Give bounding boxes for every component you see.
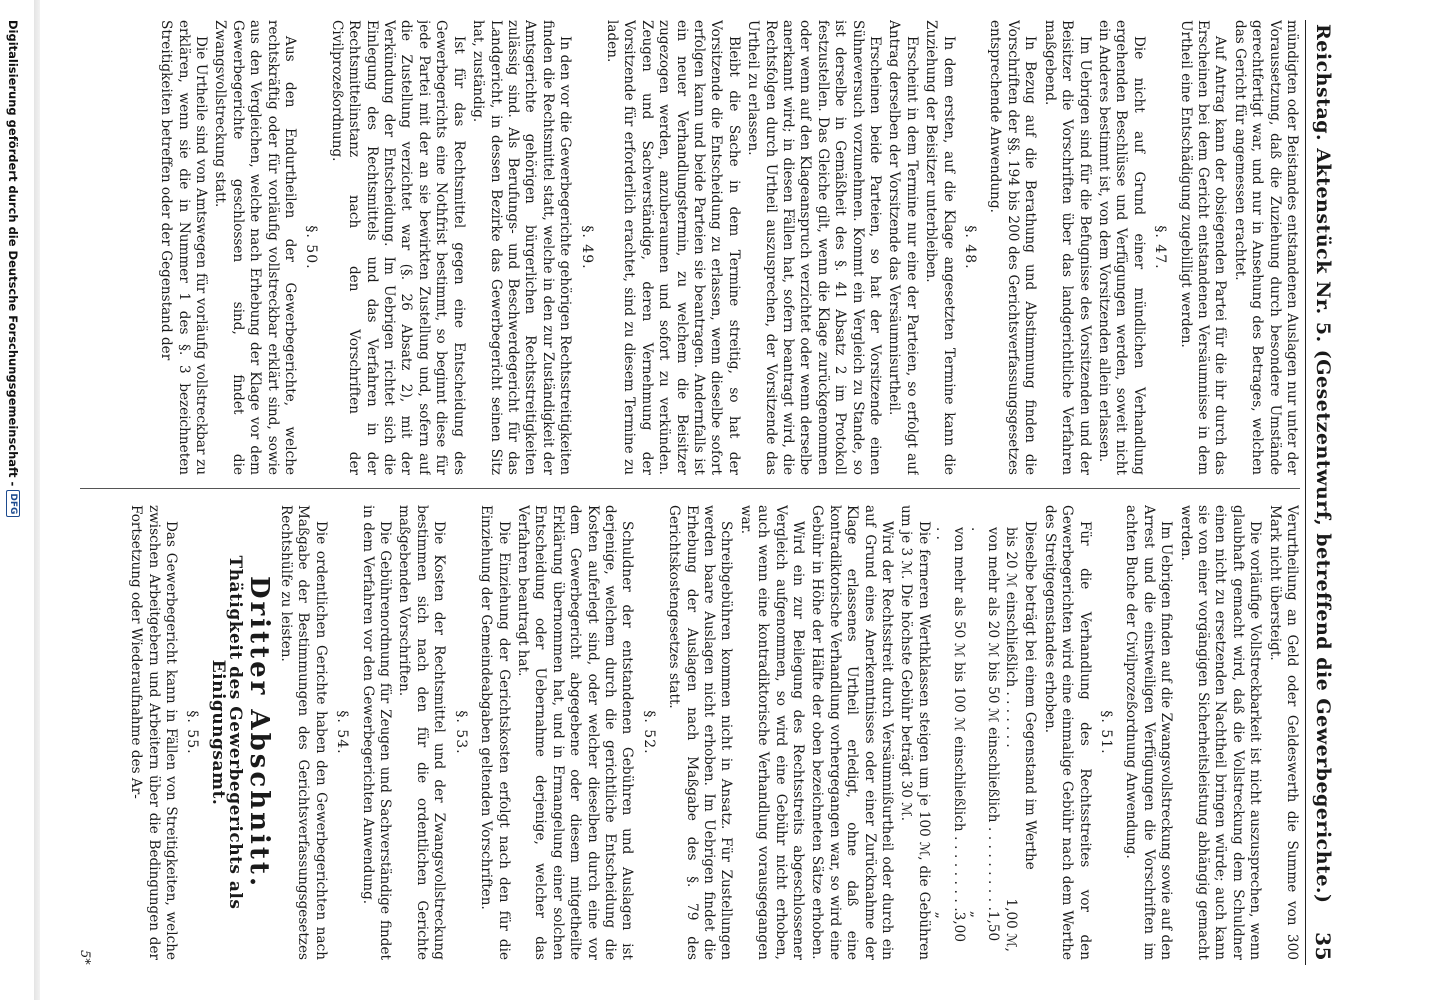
fee-value: 1,50 „	[968, 910, 1002, 942]
section-heading: §. 52.	[640, 710, 657, 755]
section-heading: §. 55.	[184, 710, 201, 755]
paragraph: Auf Antrag kann der obsiegenden Partei für die ihr durch das Erscheinen bei dem Gericht entstandenen Versäumnisse in dem Urtheil eine Entschädigung zugebilligt werden.	[1177, 20, 1229, 475]
paragraph: Die ordentlichen Gerichte haben den Gewerbegerichten nach Maßgabe der Bestimmungen des Gerichtsverfassungsgesetzes Rechtshülfe zu leisten.	[278, 505, 329, 960]
page-header	[1305, 20, 1340, 965]
paragraph: Das Gewerbegericht kann in Fällen von Streitigkeiten, welche zwischen Arbeitgebern und Arbeitern über die Bedingungen der Fortsetzung oder Wiederaufnahme des Ar-	[128, 505, 180, 960]
paragraph: mündigten oder Beistandes entstandenen Auslagen nur unter der Voraussetzung, daß die Zuziehung durch besondere Umstände gerechtfertigt war, und nur in Ansehung des Betrages, welchen das Gericht für angemessen erachtet.	[1231, 20, 1300, 475]
fee-value: 3,00 „	[933, 911, 967, 942]
paragraph: Im Uebrigen sind für die Befugnisse des Vorsitzenden und der Beisitzer die Vorschriften über das landgerichtliche Verfahren maßgebend.	[1041, 20, 1093, 475]
digitization-credit	[4, 20, 22, 980]
column-divider	[80, 488, 1300, 489]
fee-label: von mehr als 50 ℳ bis 100 ℳ einschließlich . . . . . . . . . . .	[933, 527, 967, 912]
right-column	[80, 505, 1300, 960]
section-heading: §. 53.	[452, 710, 469, 755]
paragraph: In Bezug auf die Berathung und Abstimmung finden die Vorschriften der §§. 194 bis 200 des Gerichtsverfassungsgesetzes entsprechende Anwendung.	[987, 20, 1039, 475]
paragraph: Verurtheilung an Geld oder Geldeswerth die Summe von 300 Mark nicht übersteigt.	[1266, 505, 1300, 960]
fee-label: von mehr als 20 ℳ bis 50 ℳ einschließlich . . . . . . . . . . .	[968, 527, 1002, 911]
chapter-title: Dritter Abschnitt.	[243, 575, 274, 889]
paragraph: Die Urtheile sind von Amtswegen für vorläufig vollstreckbar zu erklären, wenn sie die in Nummer 1 des §. 3 bezeichneten Streitigkeiten betreffen oder der Gegenstand der	[158, 20, 210, 475]
page-number: 35	[1311, 932, 1335, 961]
paragraph: Die Einziehung der Gerichtskosten erfolgt nach den für die Einziehung der Gemeindeabgaben geltenden Vorschriften.	[478, 505, 512, 960]
paragraph: Die ferneren Werthklassen steigen um je 100 ℳ, die Gebühren um je 3 ℳ. Die höchste Gebühr beträgt 30 ℳ.	[898, 505, 932, 960]
paragraph: In dem ersten, auf die Klage angesetzten Termine kann die Zuziehung der Beisitzer unterbleiben.	[923, 20, 957, 475]
credit-text: Digitalisierung gefördert durch die Deutsche Forschungsgemeinschaft -	[6, 20, 20, 487]
paragraph: Schreibgebühren kommen nicht in Ansatz. Für Zustellungen werden baare Auslagen nicht erhoben. Im Uebrigen findet die Erhebung der Auslagen nach Maßgabe des §. 79 des Gerichtskostengesetzes statt.	[666, 505, 735, 960]
section-heading: §. 51.	[1097, 710, 1114, 755]
fee-label: bis 20 ℳ einschließlich . . . . . . .	[1002, 527, 1019, 748]
paragraph: In den vor die Gewerbegerichte gehörigen Rechtsstreitigkeiten finden die Rechtsmittel statt, welche in den zur Zuständigkeit der Amtsgerichte gehörigen bürgerlichen Rechtsstreitigkeiten zulässig sind. Als Berufungs- und Beschwerdegericht für das Landgericht, in dessen Bezirke das Gewerbegericht seinen Sitz hat, zuständig.	[470, 20, 574, 475]
paragraph: Erscheinen beide Parteien, so hat der Vorsitzende einen Sühneversuch vorzunehmen. Kommt ein Vergleich zu Stande, so ist derselbe in Gemäßheit des §. 41 Absatz 2 im Protokoll festzustellen. Das Gleiche gilt, wenn die Klage zurückgenommen oder wenn auf den Klageanspruch verzichtet oder wenn derselbe anerkannt wird; in diesen Fällen hat, sofern beantragt wird, die Rechtsfolgen durch Urtheil auszusprechen, der Vorsitzende das Urtheil zu erlassen.	[745, 20, 884, 475]
chapter-subtitle: Thätigkeit des Gewerbegerichts als Einigungsamt.	[207, 555, 246, 910]
section-heading: §. 50.	[303, 225, 320, 270]
dfg-logo-icon: DFG	[6, 490, 20, 517]
paragraph: Im Uebrigen finden auf die Zwangsvollstreckung sowie auf den Arrest und die einstweiligen Verfügungen die Vorschriften im achten Buche der Civilprozeßordnung Anwendung.	[1123, 505, 1175, 960]
scan-edge	[34, 0, 40, 1000]
sheet-signature: 5*	[77, 950, 92, 965]
paragraph: Die nicht auf Grund einer mündlichen Verhandlung ergehenden Beschlüsse und Verfügungen werden, soweit nicht ein Anderes bestimmt ist, von dem Vorsitzenden allein erlassen.	[1095, 20, 1147, 475]
paragraph: Wird ein zur Beilegung des Rechtsstreits abgeschlossener Vergleich aufgenommen, so wird eine Gebühr nicht erhoben, auch wenn eine kontradiktorische Verhandlung vorausgegangen war.	[737, 505, 807, 960]
paragraph: Die vorläufige Vollstreckbarkeit ist nicht auszusprechen, wenn glaubhaft gemacht wird, daß die Vollstreckung dem Schuldner einen nicht zu ersetzenden Nachtheil bringen würde; auch kann sie von einer vorgängigen Sicherheitsleistung abhängig gemacht werden.	[1177, 505, 1264, 960]
fee-row	[1002, 527, 1019, 960]
section-heading: §. 48.	[962, 225, 979, 270]
fee-row	[967, 527, 1002, 960]
fee-value: 1,00 ℳ,	[1002, 898, 1019, 952]
paragraph: Schuldner der entstandenen Gebühren und Auslagen ist derjenige, welchem durch die gerichtliche Entscheidung die Kosten auferlegt sind, oder welcher dieselben durch eine vor dem Gewerbegericht abgegebene oder diesem mitgetheilte Erklärung übernommen hat, und in Ermangelung einer solchen Entscheidung oder Uebernahme derjenige, welcher das Verfahren beantragt hat.	[514, 505, 636, 960]
section-heading: §. 54.	[334, 710, 351, 755]
paragraph: Die Kosten der Rechtsmittel und der Zwangsvollstreckung bestimmen sich nach den für die ordentlichen Gerichte maßgebenden Vorschriften.	[396, 505, 448, 960]
paragraph: Ist für das Rechtsmittel gegen eine Entscheidung des Gewerbegerichts eine Nothfrist bestimmt, so beginnt diese für jede Partei mit der an sie bewirkten Zustellung und, sofern auf die Zustellung verzichtet war (§. 26 Absatz 2), mit der Verkündung der Entscheidung. Im Uebrigen richtet sich die Einlegung des Rechtsmittels und das Verfahren in der Rechtsmittelinstanz nach den Vorschriften der Civilprozeßordnung.	[328, 20, 467, 475]
paragraph: Wird der Rechtsstreit durch Versäumnißurtheil oder durch ein auf Grund eines Anerkenntnisses oder einer Zurücknahme der Klage erlassenes Urtheil erledigt, ohne daß eine kontradiktorische Verhandlung vorhergegangen war, so wird eine Gebühr in Höhe der Hälfte der oben bezeichneten Sätze erhoben.	[809, 505, 896, 960]
left-column	[80, 20, 1300, 475]
paragraph: Aus den Endurtheilen der Gewerbegerichte, welche rechtskräftig oder für vorläufig vollstreckbar erklärt sind, sowie aus den Vergleichen, welche nach Erhebung der Klage vor dem Gewerbegerichte geschlossen sind, findet die Zwangsvollstreckung statt.	[212, 20, 299, 475]
paragraph: Erscheint in dem Termine nur eine der Parteien, so erfolgt auf Antrag derselben der Vorsitzende das Versäumnisurtheil.	[886, 20, 920, 475]
paragraph: Bleibt die Sache in dem Termine streitig, so hat der Vorsitzende die Entscheidung zu erlassen, wenn dieselbe sofort erfolgen kann und beide Parteien sie beantragen. Andernfalls ist ein neuer Verhandlungstermin, zu welchem die Beisitzer zugezogen werden, anzuberaumen und sofort zu verkünden. Zeugen und Sachverständige, deren Vernehmung der Vorsitzende für erforderlich erachtet, sind zu diesem Termine zu laden.	[603, 20, 742, 475]
fee-row	[932, 527, 967, 960]
section-heading: §. 49.	[578, 225, 595, 270]
paragraph: Dieselbe beträgt bei einem Gegenstand im Werthe	[1022, 521, 1039, 870]
section-heading: §. 47.	[1152, 225, 1169, 270]
running-title: Reichstag. Aktenstück Nr. 5. (Gesetzentwurf, betreffend die Gewerbegerichte.)	[1312, 24, 1334, 904]
paragraph: Für die Verhandlung des Rechtsstreites vor den Gewerbegerichten wird eine einmalige Gebühr nach dem Werthe des Streitgegenstandes erhoben.	[1041, 505, 1093, 960]
paragraph: Die Gebührenordnung für Zeugen und Sachverständige findet in dem Verfahren vor den Gewerbegerichten Anwendung.	[359, 505, 394, 960]
